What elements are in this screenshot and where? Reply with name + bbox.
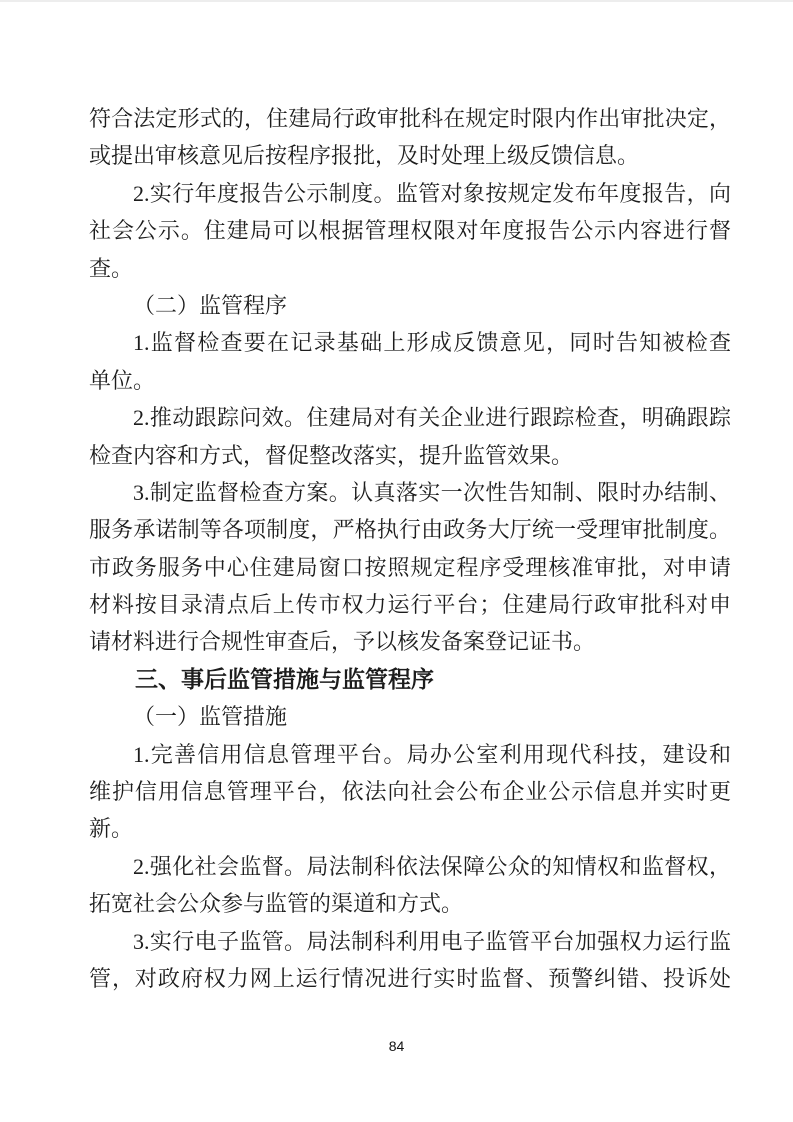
para-social-supervision xyxy=(89,848,731,923)
text-line: 1.完善信用信息管理平台。局办公室利用现代科技，建设和 xyxy=(133,741,731,767)
text-line: 1.监督检查要在记录基础上形成反馈意见，同时告知被检查 xyxy=(133,330,731,356)
text-line: 社会公示。住建局可以根据管理权限对年度报告公示内容进行督 xyxy=(89,218,731,244)
text-line: 拓宽社会公众参与监管的渠道和方式。 xyxy=(89,891,464,917)
text-line: （一）监管措施 xyxy=(133,704,288,730)
para-annual-report-publicity xyxy=(89,175,731,287)
text-line: 2.强化社会监督。局法制科依法保障公众的知情权和监督权， xyxy=(133,853,731,879)
text-line: 材料按目录清点后上传市权力运行平台；住建局行政审批科对申 xyxy=(89,592,731,618)
subheading-regulatory-measures xyxy=(89,698,731,735)
text-line: 市政务服务中心住建局窗口按照规定程序受理核准审批，对申请 xyxy=(89,554,731,580)
text-line: 查。 xyxy=(89,255,134,281)
document-body xyxy=(89,100,731,997)
text-line: 管，对政府权力网上运行情况进行实时监督、预警纠错、投诉处 xyxy=(89,965,731,991)
page-top-edge xyxy=(0,0,793,2)
heading-post-supervision xyxy=(89,661,731,698)
text-line: （二）监管程序 xyxy=(133,292,288,318)
para-electronic-supervision xyxy=(89,923,731,998)
text-line: 3.实行电子监管。局法制科利用电子监管平台加强权力运行监 xyxy=(133,928,731,954)
para-approval-decision-continued xyxy=(89,100,731,175)
text-line: 2.推动跟踪问效。住建局对有关企业进行跟踪检查，明确跟踪 xyxy=(133,405,731,431)
text-line: 维护信用信息管理平台，依法向社会公布企业公示信息并实时更 xyxy=(89,779,731,805)
text-line: 新。 xyxy=(89,816,134,842)
text-line: 或提出审核意见后按程序报批，及时处理上级反馈信息。 xyxy=(89,143,640,169)
para-supervision-feedback xyxy=(89,324,731,399)
text-line: 请材料进行合规性审查后，予以核发备案登记证书。 xyxy=(89,629,596,655)
text-line: 三、事后监管措施与监管程序 xyxy=(135,665,434,692)
text-line: 2.实行年度报告公示制度。监管对象按规定发布年度报告，向 xyxy=(133,180,731,206)
text-line: 3.制定监督检查方案。认真落实一次性告知制、限时办结制、 xyxy=(133,479,731,505)
para-inspection-plan xyxy=(89,474,731,661)
text-line: 符合法定形式的，住建局行政审批科在规定时限内作出审批决定， xyxy=(89,106,731,131)
subheading-regulatory-procedure xyxy=(89,287,731,324)
text-line: 检查内容和方式，督促整改落实，提升监管效果。 xyxy=(89,442,574,468)
para-credit-info-platform xyxy=(89,736,731,848)
text-line: 服务承诺制等各项制度，严格执行由政务大厅统一受理审批制度。 xyxy=(89,517,731,543)
para-tracking-effectiveness xyxy=(89,399,731,474)
page-number: 84 xyxy=(388,1038,405,1054)
text-line: 单位。 xyxy=(89,367,156,393)
